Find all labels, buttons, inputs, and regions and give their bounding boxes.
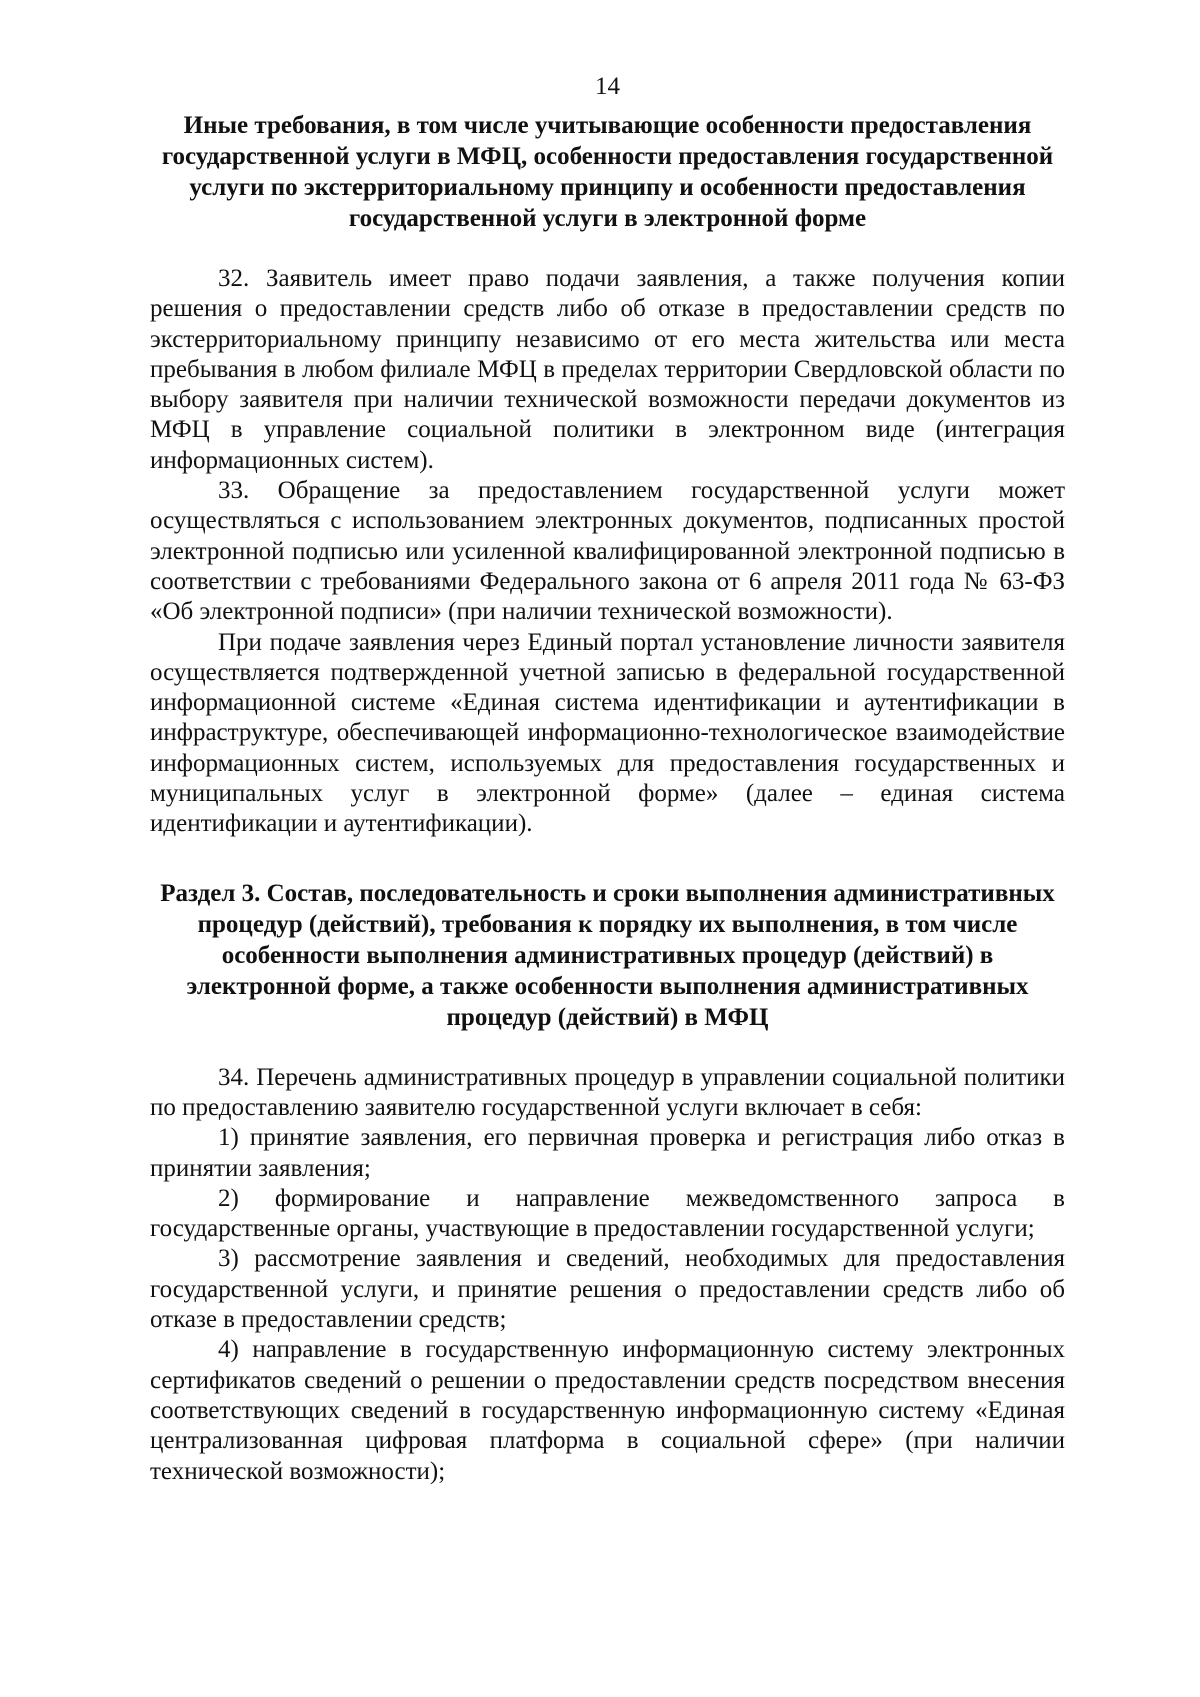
section-heading-section-3: Раздел 3. Состав, последовательность и сроки выполнения административных процедур (действий), требования к порядку их выполнения, в том числе особенности выполнения административных процедур (действий) в электронной форме, а также особенности выполнения административных процедур (действий) в МФЦ xyxy=(160,879,1055,1031)
document-page xyxy=(150,72,1065,1487)
section-heading-other-requirements: Иные требования, в том числе учитывающие особенности предоставления государственной услуги в МФЦ, особенности предоставления государственной услуги по экстерриториальному принципу и особенности предоставления государственной услуги в электронной форме xyxy=(161,112,1054,232)
paragraph-32: 32. Заявитель имеет право подачи заявления, а также получения копии решения о предоставлении средств либо об отказе в предоставлении средств по экстерриториальному принципу независимо от его места жительства или места пребывания в любом филиале МФЦ в пределах территории Свердловской области по выбору заявителя при наличии технической возможности передачи документов из МФЦ в управление социальной политики в электронном виде (интеграция информационных систем). xyxy=(150,265,1065,474)
list-item-3: 3) рассмотрение заявления и сведений, необходимых для предоставления государственной услуги, и принятие решения о предоставлении средств либо об отказе в предоставлении средств; xyxy=(150,1245,1065,1334)
list-item-1: 1) принятие заявления, его первичная проверка и регистрация либо отказ в принятии заявления; xyxy=(150,1124,1065,1182)
paragraph-33: 33. Обращение за предоставлением государственной услуги может осуществляться с использованием электронных документов, подписанных простой электронной подписью или усиленной квалифицированной электронной подписью в соответствии с требованиями Федерального закона от 6 апреля 2011 года № 63-ФЗ «Об электронной подписи» (при наличии технической возможности). xyxy=(150,477,1065,626)
list-item-4: 4) направление в государственную информационную систему электронных сертификатов сведений о решении о предоставлении средств посредством внесения соответствующих сведений в государственную информационную систему «Единая централизованная цифровая платформа в социальной сфере» (при наличии технической возможности); xyxy=(150,1336,1065,1485)
page-number: 14 xyxy=(595,73,620,100)
list-item-2: 2) формирование и направление межведомственного запроса в государственные органы, участвующие в предоставлении государственной услуги; xyxy=(150,1184,1065,1243)
paragraph-identification: При подаче заявления через Единый портал установление личности заявителя осуществляется подтвержденной учетной записью в федеральной государственной информационной системе «Единая система идентификации и аутентификации в инфраструктуре, обеспечивающей информационно-технологическое взаимодействие информационных систем, используемых для предоставления государственных и муниципальных услуг в электронной форме» (далее – единая система идентификации и аутентификации). xyxy=(150,628,1065,838)
paragraph-34: 34. Перечень административных процедур в управлении социальной политики по предоставлению заявителю государственной услуги включает в себя: xyxy=(150,1063,1065,1121)
